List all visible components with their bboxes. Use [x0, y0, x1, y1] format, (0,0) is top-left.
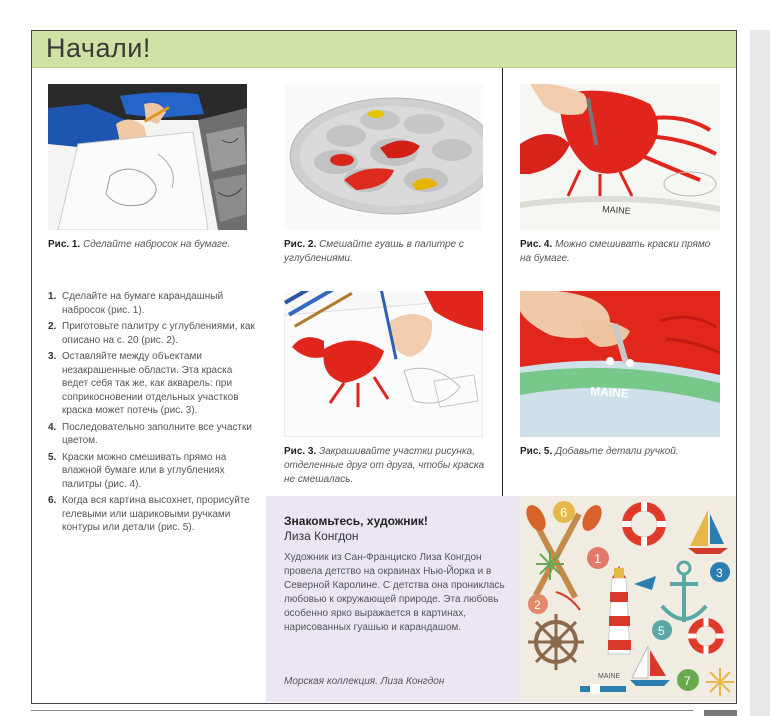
section-header [32, 31, 736, 68]
badge-number: 2 [534, 598, 541, 612]
lifebuoy-icon [688, 618, 724, 654]
figure-5-label: Рис. 5. [520, 446, 553, 457]
figure-3-label: Рис. 3. [284, 446, 317, 457]
artwork-credit: Морская коллекция. Лиза Конгдон [284, 676, 445, 687]
figure-2-text: Смешайте гуашь в палитре с углублениями. [284, 239, 464, 264]
figure-5-photo [520, 291, 720, 437]
figure-1-photo [48, 84, 247, 230]
bottom-rule [31, 710, 693, 711]
badge-number: 6 [560, 505, 568, 520]
bottom-tab [704, 710, 737, 716]
figure-5-text: Добавьте детали ручкой. [555, 446, 679, 457]
section-title: Начали! [46, 33, 151, 63]
badge-number: 5 [658, 624, 665, 638]
figure-2-caption [284, 238, 484, 266]
ship-wheel-icon [528, 614, 584, 670]
figure-4-caption [520, 238, 720, 266]
svg-text:MAINE: MAINE [601, 204, 632, 216]
artist-name: Лиза Конгдон [284, 529, 359, 543]
step-item: 2. Приготовьте палитру с углублениями, как описано на с. 20 (рис. 2). [48, 321, 255, 346]
boat-name: MAINE [598, 673, 621, 680]
step-item: 6. Когда вся картина высохнет, прорисуйте гелевыми или шариковыми ручками контуры или детали (рис. 5). [48, 495, 250, 533]
step-item: 3. Оставляйте между объектами незакрашенные области. Эта краска ведет себя так же, как акварель: при соприкосновении отдельных участков краска может потечь (рис. 3). [48, 351, 239, 416]
figure-3-photo [284, 291, 483, 437]
svg-text:MAINE: MAINE [589, 384, 630, 401]
figure-1-caption [48, 238, 258, 252]
figure-3-caption [284, 445, 486, 487]
badge-number: 7 [684, 674, 691, 688]
step-item: 5. Краски можно смешивать прямо на влажной бумаге или в углублениях палитры (рис. 4). [48, 451, 227, 490]
figure-2-photo [284, 84, 483, 230]
column-divider [502, 68, 503, 496]
figure-4-label: Рис. 4. [520, 239, 553, 250]
badge-number: 1 [594, 551, 602, 566]
badge-number: 3 [716, 566, 723, 580]
artist-info-box [266, 496, 520, 702]
instruction-steps [48, 290, 258, 538]
figure-1-text: Сделайте набросок на бумаге. [83, 239, 231, 250]
nautical-artwork [520, 496, 736, 702]
figure-2-label: Рис. 2. [284, 239, 317, 250]
step-item: 4. Последовательно заполните все участки цветом. [48, 421, 252, 446]
figure-3-text: Закрашивайте участки рисунка, отделенные друг от друга, чтобы краска не смешалась. [284, 446, 485, 485]
lifebuoy-icon [622, 502, 666, 546]
adjacent-page-edge [750, 30, 770, 716]
figure-1-label: Рис. 1. [48, 239, 81, 250]
figure-4-photo [520, 84, 720, 230]
figure-5-caption [520, 445, 720, 459]
step-item: 1. Сделайте на бумаге карандашный набросок (рис. 1). [48, 291, 224, 316]
artist-bio: Художник из Сан-Франциско Лиза Конгдон провела детство на окраинах Нью-Йорка и в Северной Каролине. С детства она прониклась любовью к окружающей природе. Эта любовь особенно ярко выражается в картинах, нарисованных гуашью и карандашом. [284, 552, 505, 633]
figure-4-text: Можно смешивать краски прямо на бумаге. [520, 239, 711, 264]
artist-box-title: Знакомьтесь, художник! [284, 514, 428, 528]
